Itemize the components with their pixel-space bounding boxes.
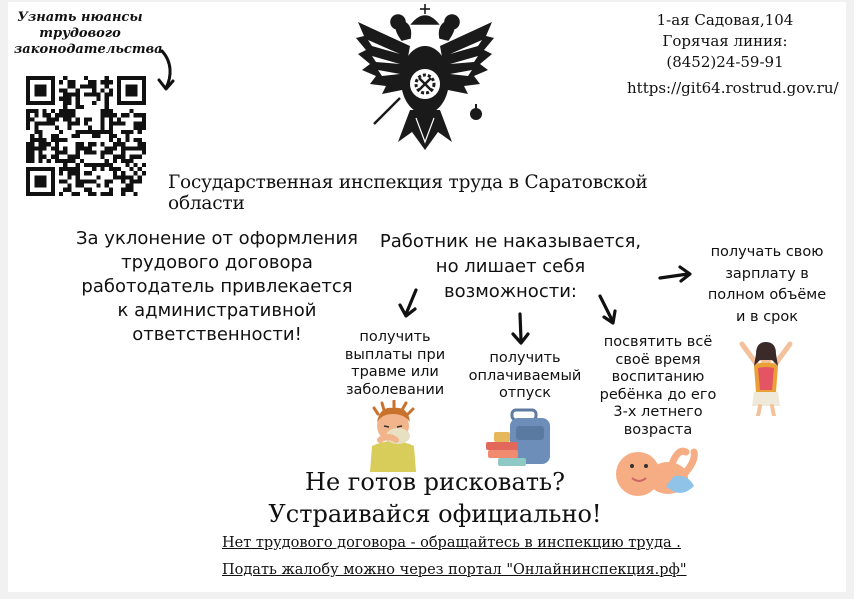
- contact-block: [650, 10, 800, 73]
- full-salary-text: получать свою зарплату в полном объёме и в срок: [707, 244, 827, 325]
- page-title: Государственная инспекция труда в Саратовской области: [168, 172, 648, 214]
- hotline-phone[interactable]: (8452)24-59-91: [666, 53, 784, 71]
- crying-child: [366, 400, 420, 472]
- hotline-label: Горячая линия:: [662, 32, 788, 50]
- baby: [608, 444, 700, 500]
- happy-woman: [736, 336, 796, 416]
- worker-loses-text: Работник не наказывается, но лишает себя возможности:: [379, 231, 642, 302]
- arrow-icon: [592, 290, 632, 330]
- website-link[interactable]: https://git64.rostrud.gov.ru/: [627, 79, 839, 97]
- child-care-text: посвятить всё своё время воспитанию ребёнка до его 3-х летнего возраста: [599, 334, 717, 438]
- suitcase: [484, 406, 556, 472]
- arrow-icon: [392, 284, 432, 324]
- arrow-icon: [500, 310, 540, 350]
- slogan-line-1: Не готов рисковать?: [305, 468, 565, 496]
- qr-code[interactable]: [26, 76, 146, 196]
- double-headed-eagle-emblem: [350, 2, 500, 152]
- curved-arrow-down-icon: [154, 48, 180, 94]
- footer-text-2[interactable]: Подать жалобу можно через портал "Онлайнинспекция.рф": [222, 562, 687, 578]
- qr-caption: Узнать нюансы трудового законодательства: [14, 10, 163, 57]
- footer-text-1: Нет трудового договора - обращайтесь в инспекцию труда .: [222, 535, 681, 551]
- slogan-line-2: Устраивайся официально!: [268, 500, 602, 528]
- illness-payments-text: получить выплаты при травме или заболевании: [344, 329, 446, 398]
- paid-vacation-text: получить оплачиваемый отпуск: [468, 350, 582, 401]
- address: 1-ая Садовая,104: [656, 11, 794, 29]
- liability-text: За уклонение от оформления трудового договора работодатель привлекается к административной ответственности!: [76, 228, 358, 345]
- arrow-icon: [656, 262, 696, 288]
